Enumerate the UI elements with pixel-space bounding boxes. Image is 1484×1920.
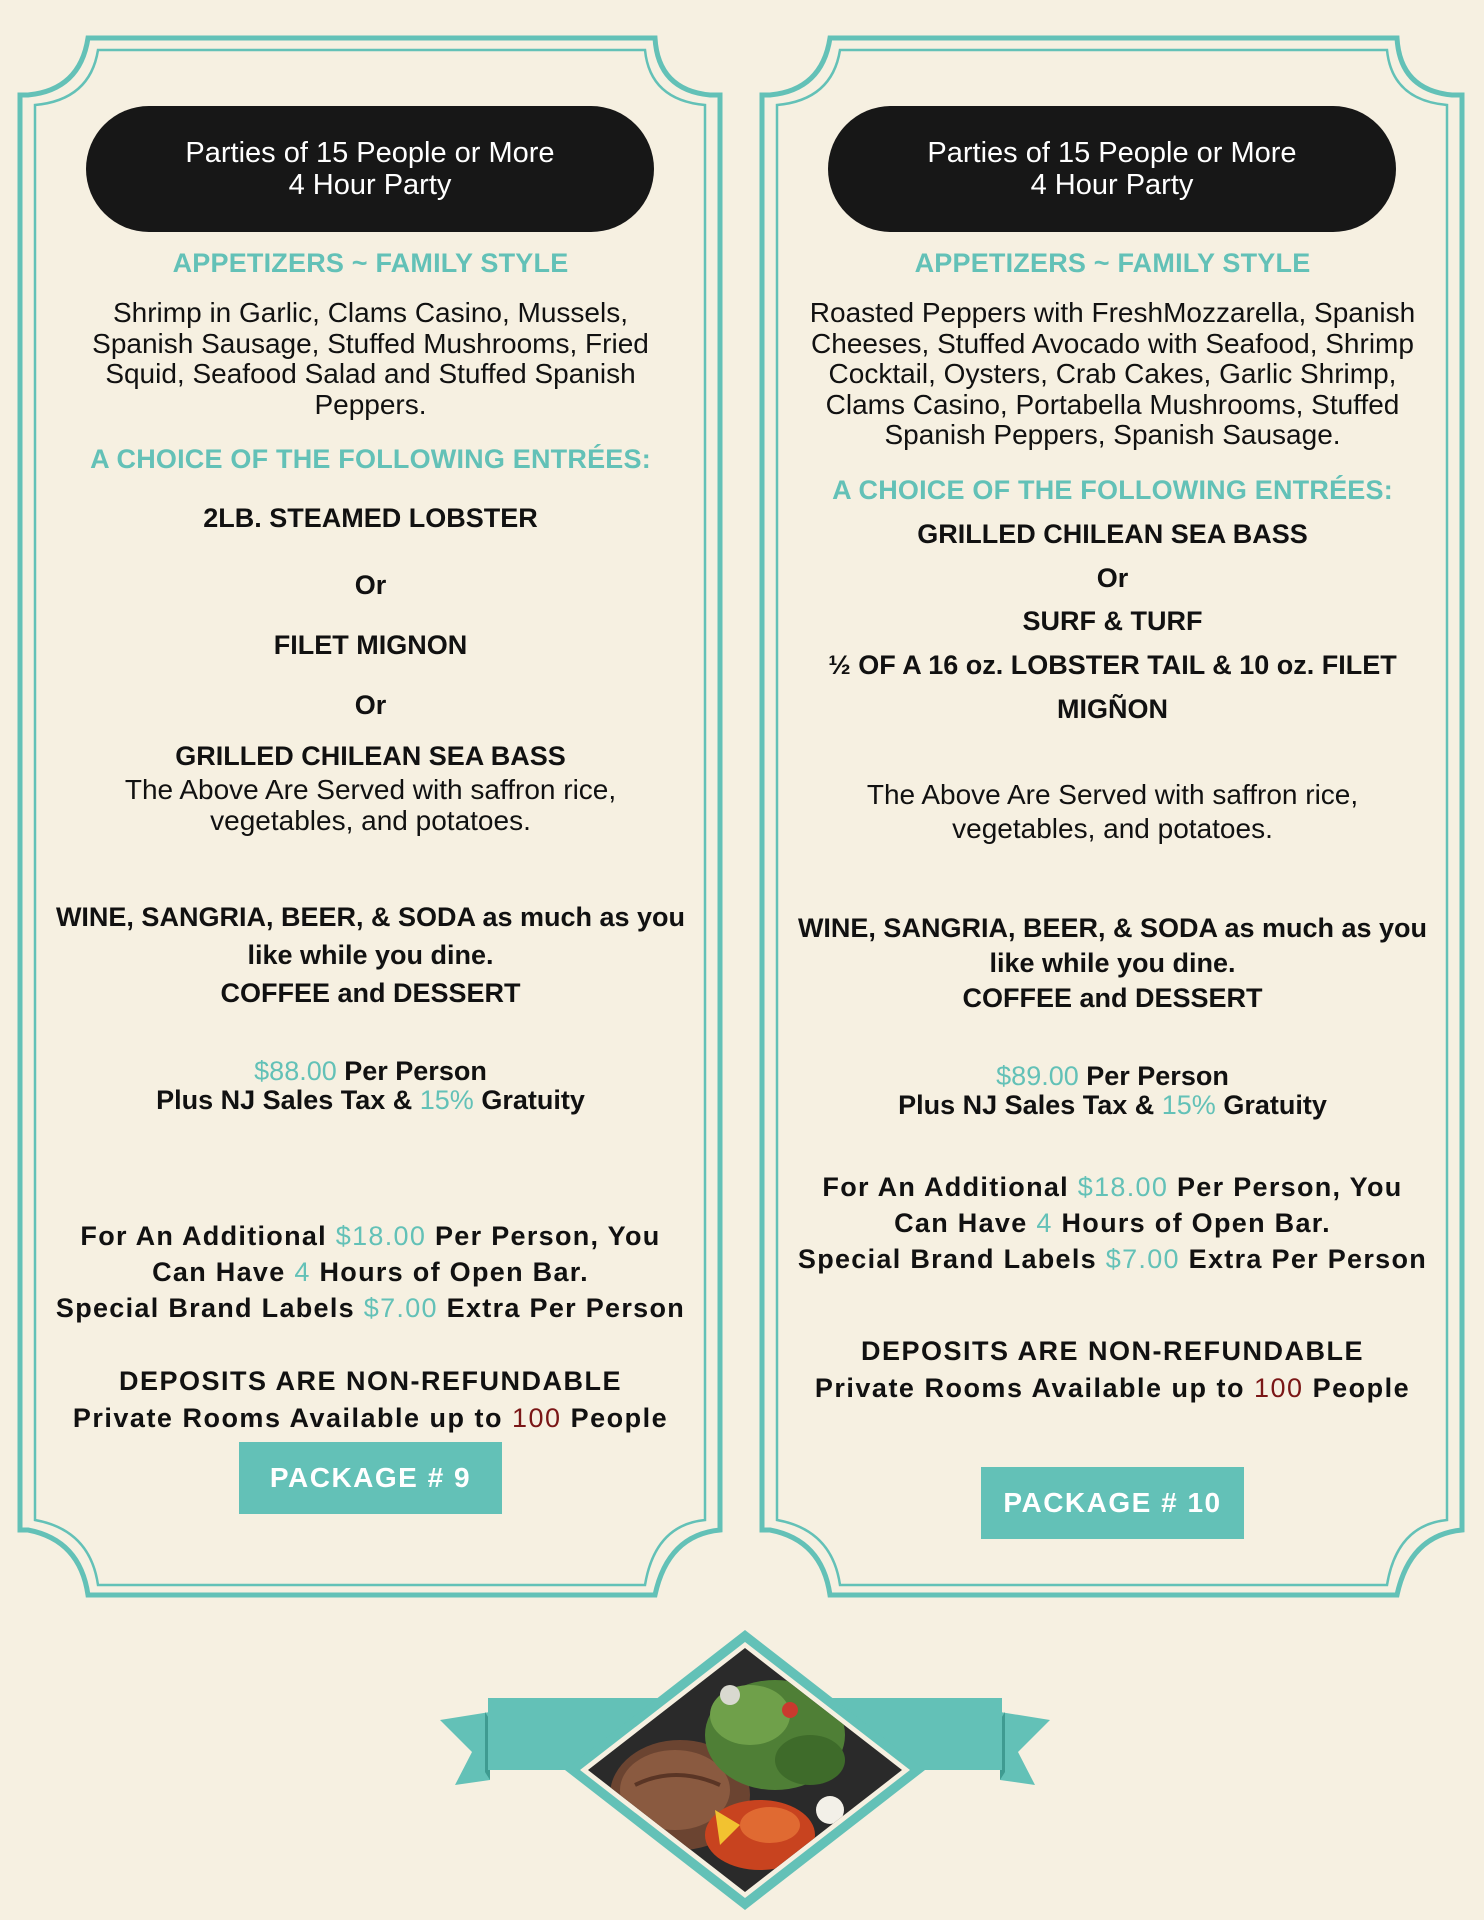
brand-price: $7.00 (1105, 1244, 1180, 1274)
deposits-notice: DEPOSITS ARE NON-REFUNDABLE (860, 1336, 1365, 1366)
entree-or: Or (354, 570, 387, 600)
bar-price: $18.00 (1077, 1172, 1169, 1202)
appetizers-line: Shrimp in Garlic, Clams Casino, Mussels, (112, 297, 629, 328)
deposits-block (790, 1333, 1435, 1407)
appetizers-line: Squid, Seafood Salad and Stuffed Spanish (105, 358, 636, 389)
tax-label: Plus NJ Sales Tax & (156, 1085, 420, 1115)
entree-or: Or (354, 690, 387, 720)
brand-prefix: Special Brand Labels (55, 1293, 364, 1323)
package-9-card (28, 38, 713, 1598)
drinks-line: WINE, SANGRIA, BEER, & SODA as much as you (797, 913, 1428, 943)
deposits-block (48, 1363, 693, 1437)
entree-filet-mignon: FILET MIGNON (273, 630, 468, 660)
rooms-suffix: People (1303, 1373, 1411, 1403)
bar-line2-suffix: Hours of Open Bar. (310, 1257, 589, 1287)
appetizers-heading: APPETIZERS ~ FAMILY STYLE (172, 248, 569, 278)
served-line: The Above Are Served with saffron rice, (124, 774, 617, 805)
brand-suffix: Extra Per Person (437, 1293, 686, 1323)
package-label: PACKAGE # 10 (981, 1467, 1244, 1539)
rooms-count: 100 (1254, 1373, 1304, 1403)
dessert-line: COFFEE and DESSERT (220, 978, 521, 1008)
entree-sea-bass: GRILLED CHILEAN SEA BASS (917, 519, 1308, 549)
appetizers-line: Roasted Peppers with FreshMozzarella, Spanish (809, 297, 1416, 328)
bar-mid: Per Person, You (426, 1221, 661, 1251)
drinks-line: like while you dine. (247, 940, 494, 970)
tax-label: Plus NJ Sales Tax & (898, 1090, 1162, 1120)
price-value: $89.00 (996, 1061, 1079, 1091)
package-10-card (770, 38, 1455, 1598)
served-line: vegetables, and potatoes. (210, 804, 531, 836)
entree-sea-bass: GRILLED CHILEAN SEA BASS (175, 741, 566, 771)
price-block (790, 1062, 1435, 1120)
bar-hours: 4 (294, 1257, 311, 1287)
appetizers-line: Spanish Peppers, Spanish Sausage. (884, 419, 1341, 450)
appetizers-heading: APPETIZERS ~ FAMILY STYLE (914, 248, 1311, 278)
entree-lobster: 2LB. STEAMED LOBSTER (203, 503, 538, 533)
served-line: The Above Are Served with saffron rice, (866, 779, 1359, 810)
brand-price: $7.00 (363, 1293, 438, 1323)
bar-line2-suffix: Hours of Open Bar. (1052, 1208, 1331, 1238)
food-photo-steak-salad-lobster-icon (580, 1640, 910, 1900)
food-photo-ribbon (430, 1620, 1060, 1920)
open-bar-block (48, 1218, 693, 1326)
rooms-suffix: People (561, 1403, 669, 1433)
pill-line2: 4 Hour Party (1030, 169, 1194, 201)
gratuity-percent: 15% (1161, 1090, 1216, 1120)
appetizers-list (790, 298, 1435, 451)
rooms-count: 100 (512, 1403, 562, 1433)
bar-hours: 4 (1036, 1208, 1053, 1238)
open-bar-block (790, 1169, 1435, 1277)
deposits-notice: DEPOSITS ARE NON-REFUNDABLE (118, 1366, 623, 1396)
gratuity-label: Gratuity (473, 1085, 585, 1115)
entrees-heading: A CHOICE OF THE FOLLOWING ENTRÉES: (90, 444, 651, 474)
party-size-pill (828, 106, 1396, 232)
drinks-block (790, 911, 1435, 1016)
price-value: $88.00 (254, 1056, 337, 1086)
appetizers-line: Clams Casino, Portabella Mushrooms, Stuffed (825, 388, 1400, 420)
entree-surf-turf: SURF & TURF (1022, 606, 1203, 636)
bar-prefix: For An Additional (822, 1172, 1078, 1202)
party-size-pill (86, 106, 654, 232)
drinks-block (48, 898, 693, 1012)
entrees-heading: A CHOICE OF THE FOLLOWING ENTRÉES: (832, 475, 1393, 505)
drinks-line: WINE, SANGRIA, BEER, & SODA as much as you (55, 902, 686, 932)
bar-price: $18.00 (335, 1221, 427, 1251)
price-block (48, 1057, 693, 1115)
per-person-label: Per Person (1078, 1061, 1229, 1091)
entree-surf-turf-detail: MIGÑON (1057, 694, 1168, 724)
pill-line1: Parties of 15 People or More (927, 137, 1297, 169)
served-with-text (48, 775, 693, 836)
appetizers-line: Spanish Sausage, Stuffed Mushrooms, Fried (92, 327, 649, 359)
appetizers-line: Cocktail, Oysters, Crab Cakes, Garlic Shrimp, (828, 358, 1397, 389)
bar-line2-prefix: Can Have (152, 1257, 295, 1287)
appetizers-line: Cheeses, Stuffed Avocado with Seafood, Shrimp (811, 327, 1414, 359)
bar-line2-prefix: Can Have (894, 1208, 1037, 1238)
pill-line1: Parties of 15 People or More (185, 137, 555, 169)
brand-prefix: Special Brand Labels (797, 1244, 1106, 1274)
appetizers-line: Peppers. (314, 388, 427, 420)
served-line: vegetables, and potatoes. (952, 813, 1273, 844)
dessert-line: COFFEE and DESSERT (962, 983, 1263, 1013)
rooms-prefix: Private Rooms Available up to (814, 1373, 1254, 1403)
pill-line2: 4 Hour Party (288, 169, 452, 201)
gratuity-percent: 15% (419, 1085, 474, 1115)
entree-surf-turf-detail: ½ OF A 16 oz. LOBSTER TAIL & 10 oz. FILET (828, 650, 1397, 680)
rooms-prefix: Private Rooms Available up to (72, 1403, 512, 1433)
gratuity-label: Gratuity (1215, 1090, 1327, 1120)
bar-mid: Per Person, You (1168, 1172, 1403, 1202)
drinks-line: like while you dine. (989, 948, 1236, 978)
per-person-label: Per Person (336, 1056, 487, 1086)
entree-or: Or (1096, 563, 1129, 593)
bar-prefix: For An Additional (80, 1221, 336, 1251)
appetizers-list (48, 298, 693, 420)
package-label: PACKAGE # 9 (239, 1442, 502, 1514)
brand-suffix: Extra Per Person (1179, 1244, 1428, 1274)
served-with-text (790, 778, 1435, 846)
